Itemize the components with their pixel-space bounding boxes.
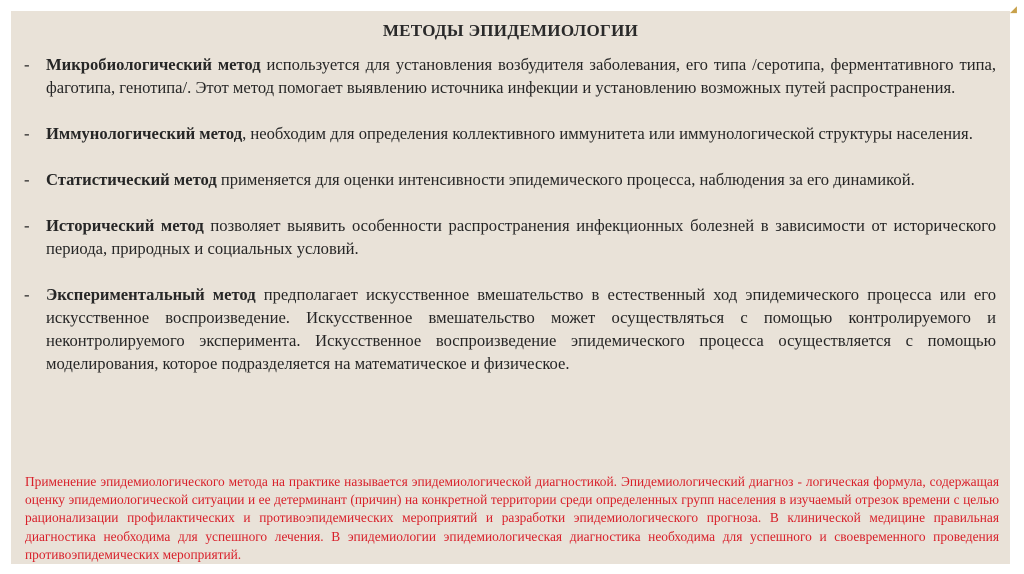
method-item-historical [24, 214, 996, 260]
method-item-microbiological [24, 53, 996, 99]
resize-corner-icon: ◢ [1010, 4, 1017, 14]
method-name: Исторический метод [46, 216, 204, 235]
method-text: позволяет выявить особенности распространения инфекционных болезней в зависимости от исторического периода, природных и социальных условий. [46, 216, 996, 258]
methods-list [24, 53, 996, 398]
bullet-dash: - [24, 216, 30, 235]
bullet-dash: - [24, 285, 30, 304]
method-item-experimental [24, 283, 996, 375]
bullet-dash: - [24, 124, 30, 143]
method-name: Экспериментальный метод [46, 285, 256, 304]
method-name: Статистический метод [46, 170, 217, 189]
slide [11, 11, 1010, 564]
diagnostics-note: Применение эпидемиологического метода на практике называется эпидемиологической диагностикой. Эпидемиологический диагноз - логическая формула, содержащая оценку эпидемиологической ситуации и ее детерминант (причин) на конкретной территории среди определенных групп населения в изучаемый отрезок времени с целью рационализации профилактических и противоэпидемических мероприятий и разработки эпидемиологического прогноза. В клинической медицине правильная диагностика необходима для успешного лечения. В эпидемиологии эпидемиологическая диагностика необходима для успешного и своевременного проведения противоэпидемических мероприятий. [25, 474, 999, 562]
method-item-immunological [24, 122, 996, 145]
method-item-statistical [24, 168, 996, 191]
method-text: предполагает искусственное вмешательство в естественный ход эпидемического процесса или его искусственное воспроизведение. Искусственное вмешательство может осуществляться с помощью контролируемого и неконтролируемого эксперимента. Искусственное воспроизведение эпидемического процесса осуществляется с помощью моделирования, которое подразделяется на математическое и физическое. [46, 285, 996, 373]
method-text: , необходим для определения коллективного иммунитета или иммунологической структуры населения. [242, 124, 973, 143]
bullet-dash: - [24, 55, 30, 74]
method-name: Иммунологический метод [46, 124, 243, 143]
method-name: Микробиологический метод [46, 55, 261, 74]
method-text: применяется для оценки интенсивности эпидемического процесса, наблюдения за его динамикой. [216, 170, 915, 189]
bullet-dash: - [24, 170, 30, 189]
method-text: используется для установления возбудителя заболевания, его типа /серотипа, ферментативного типа, фаготипа, генотипа/. Этот метод помогает выявлению источника инфекции и установлению возможных путей распространения. [46, 55, 997, 97]
slide-title: МЕТОДЫ ЭПИДЕМИОЛОГИИ [382, 21, 639, 40]
